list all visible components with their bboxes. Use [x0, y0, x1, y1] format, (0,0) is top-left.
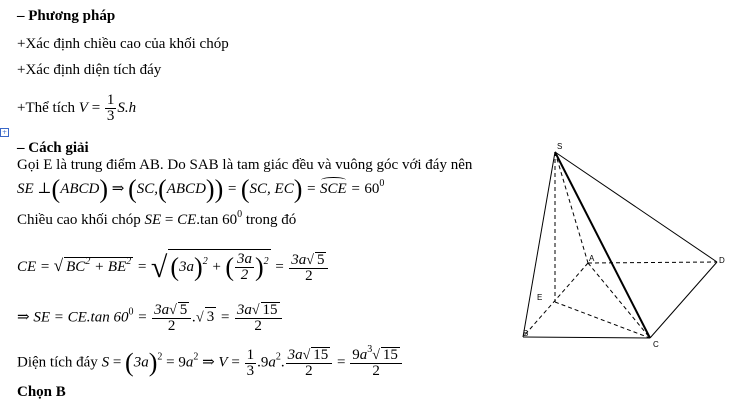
edge-ad [588, 262, 717, 263]
ce-equation: CE = √ $BC^2 + BE^2$ = √ $(3a)^2$ + ( $\frac{3a}{2}$ )$^2$ = $\frac{3a√ 5}{2}$ [17, 249, 329, 284]
label-e: E [537, 293, 543, 302]
edge-ec [555, 302, 650, 338]
volume-formula-label: +Thể tích [17, 99, 76, 116]
area-text: Diện tích đáy [17, 354, 98, 371]
label-c: C [653, 340, 659, 349]
edge-sd [555, 152, 717, 262]
area-volume-line: Diện tích đáy $S = (3a)^2 = 9a^2$ ⇒ V = $\frac{1}{3}$ $.9a^2$. $\frac{3a√ 15}{2}$ = $\frac{9a^3√ 15}{2}$ [17, 347, 403, 379]
volume-formula: +Thể tích V = $\frac{1}{3}$ S.h [17, 92, 137, 124]
edge-ac [588, 263, 650, 338]
label-a: A [589, 254, 595, 263]
method-step-area: +Xác định diện tích đáy [17, 62, 162, 78]
height-suffix: trong đó [245, 212, 297, 228]
method-heading: – Phương pháp [17, 8, 116, 24]
solution-heading: – Cách giải [17, 140, 89, 156]
edge-sc [555, 152, 650, 338]
answer-line: Chọn B [17, 384, 66, 400]
angle-equation: SE ⊥(ABCD) ⇒ (SC,(ABCD)) = (SC, EC) = SCE = $60^0$ [17, 174, 385, 204]
edge-sb [523, 152, 555, 337]
label-d: D [719, 256, 725, 265]
label-b: B [523, 329, 529, 338]
height-line: Chiều cao khối chóp SE = CE.tan $60^0$ trong đó [17, 209, 297, 228]
se-equation: ⇒ SE = CE.tan $60^0$ = $\frac{3a√ 5}{2}$ .√ 3 = $\frac{3a√ 15}{2}$ [17, 302, 283, 334]
height-text: Chiều cao khối chóp [17, 212, 141, 228]
edge-bc [523, 337, 650, 338]
label-s: S [557, 142, 563, 151]
edge-cd [650, 262, 717, 338]
solution-intro: Gọi E là trung điểm AB. Do SAB là tam giác đều và vuông góc với đáy nên [17, 157, 473, 173]
anchor-marker-icon: + [1, 129, 8, 136]
method-step-height: +Xác định chiều cao của khối chóp [17, 36, 229, 52]
